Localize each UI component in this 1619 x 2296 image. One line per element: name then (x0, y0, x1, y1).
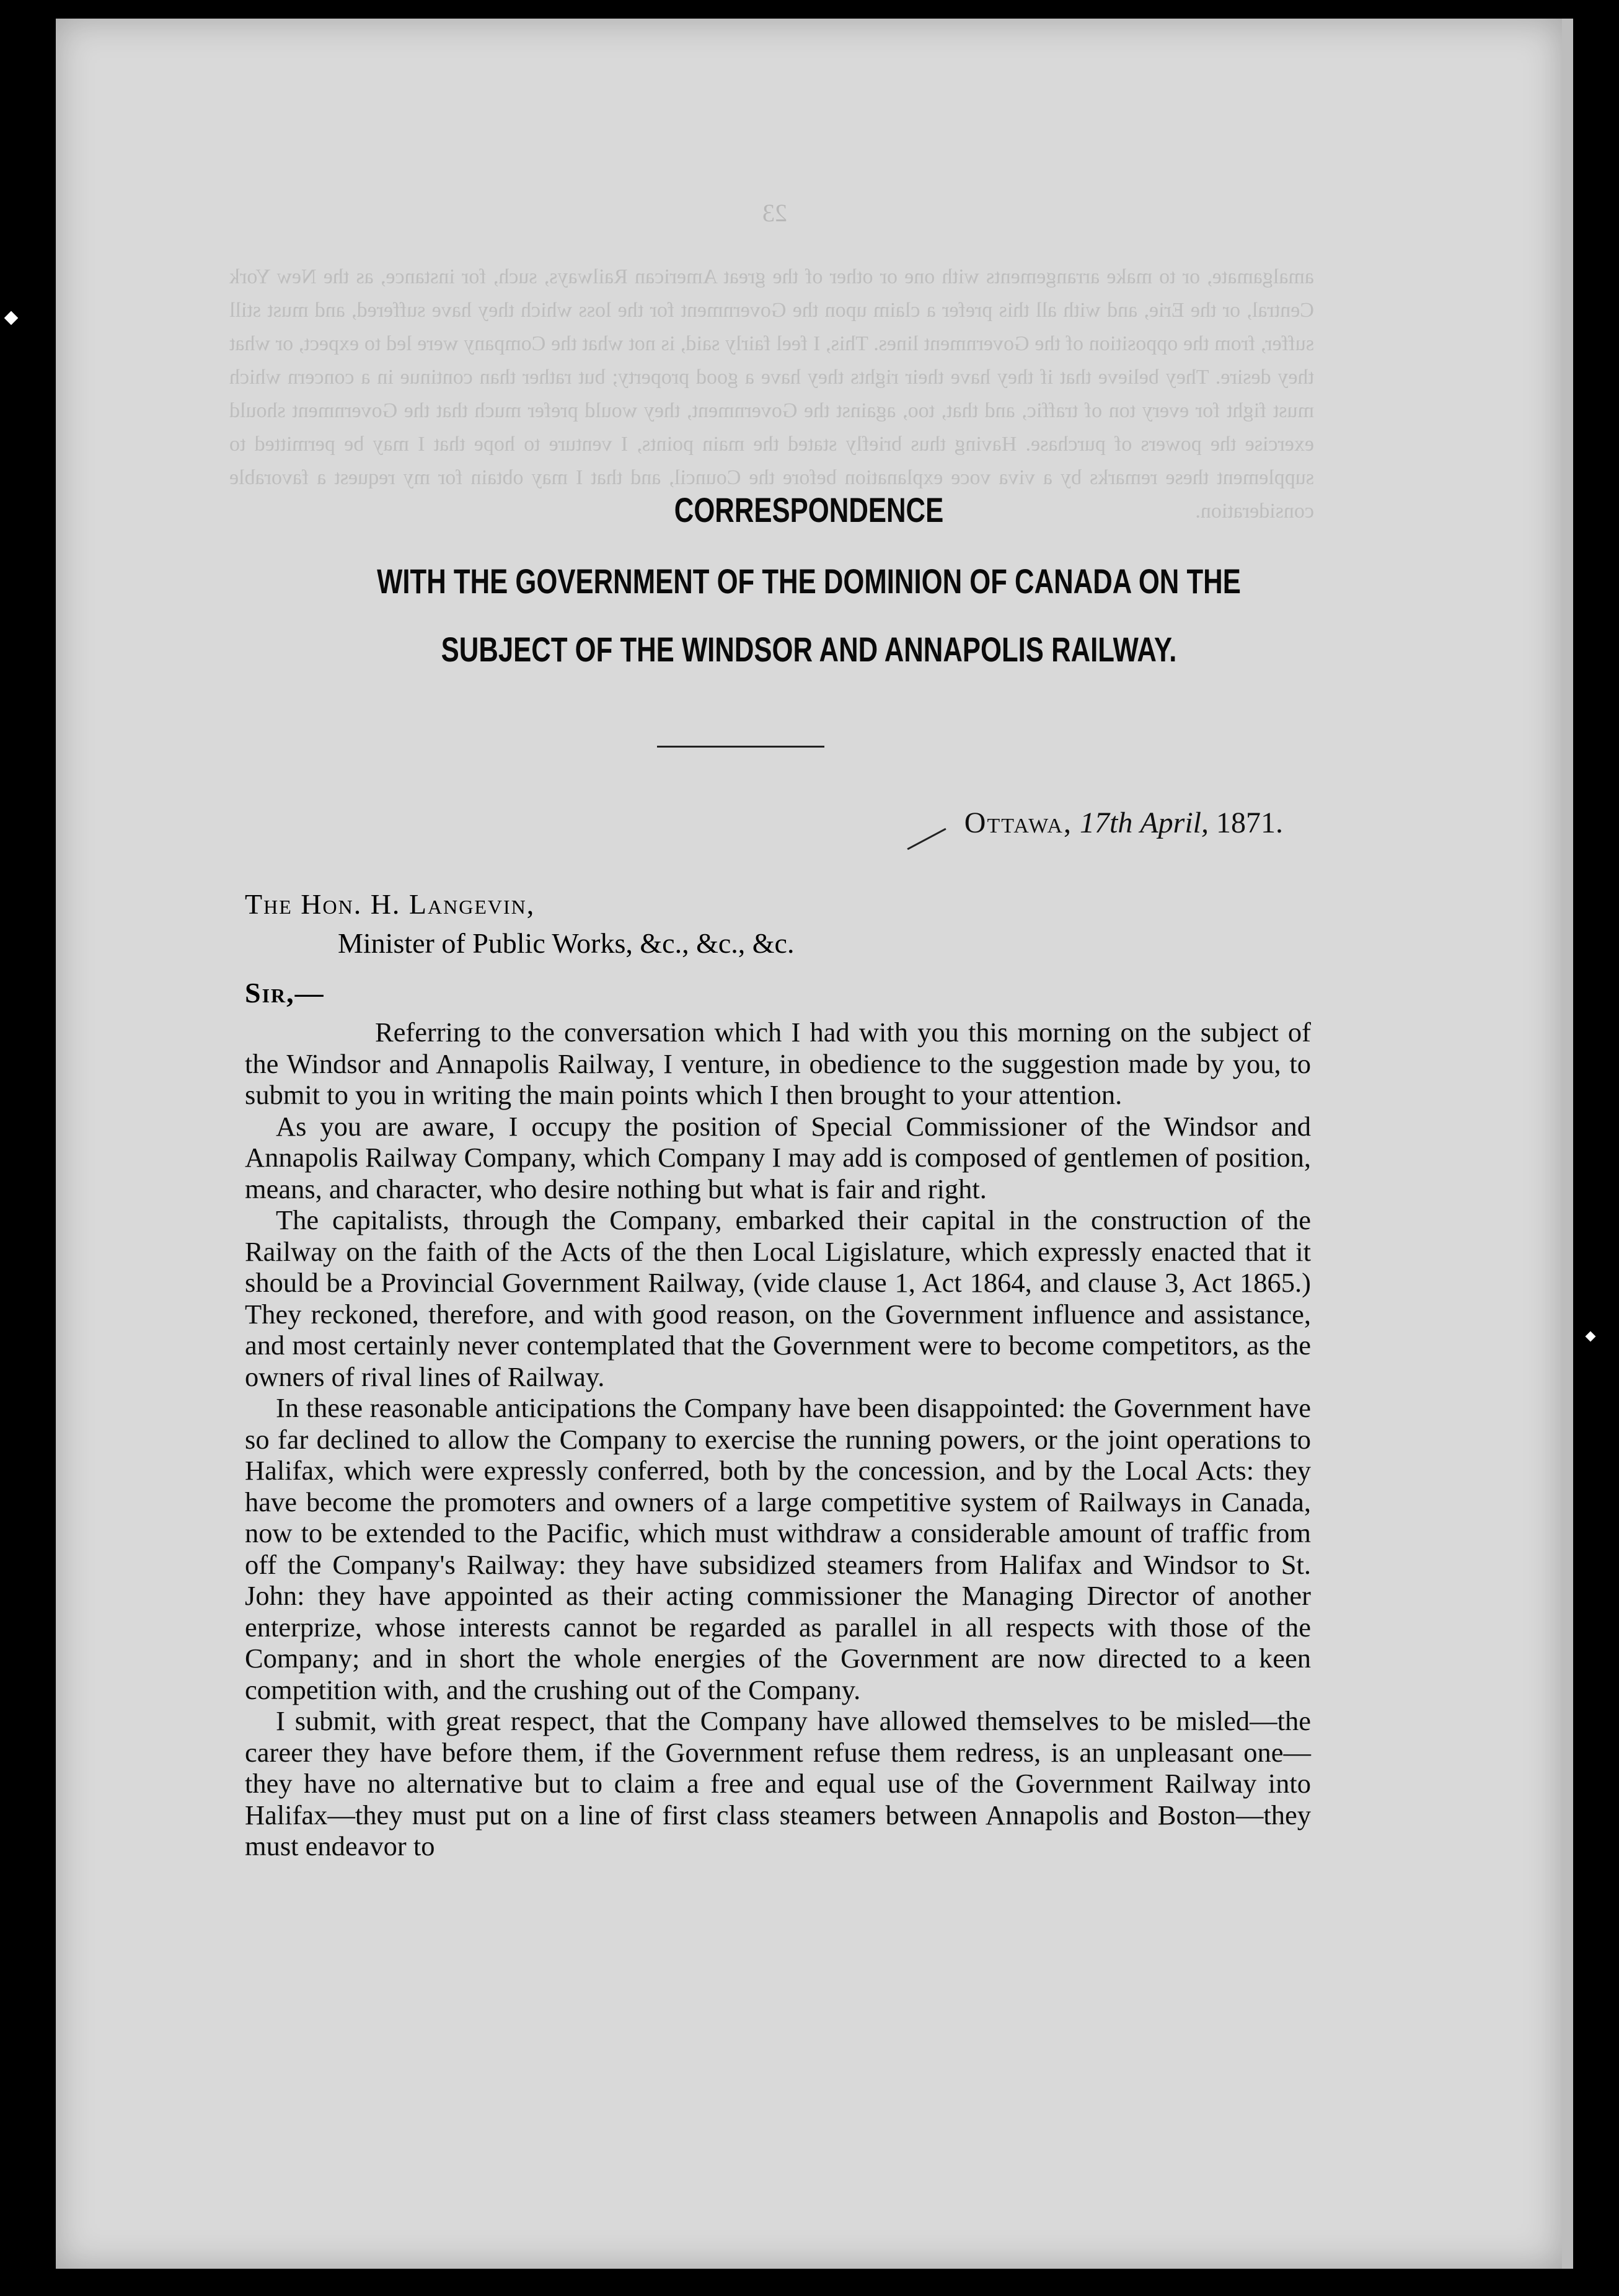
dateline-place: Ottawa, (964, 806, 1072, 839)
dateline-month: April, (1140, 806, 1209, 839)
dateline-day: 17th (1079, 806, 1133, 839)
paragraph: The capitalists, through the Company, embarked their capital in the construction of the Railway on the faith of the Acts of the then Local Ligislature, which expressly enacted that it should be a Provincial Government Railway, (vide clause 1, Act 1864, and clause 3, Act 1865.) They reckoned, therefore, and with good reason, on the Government influence and assistance, and most certainly never contemplated that the Government were to become competitors, as the owners of rival lines of Railway. (245, 1204, 1311, 1392)
paragraph: In these reasonable anticipations the Company have been disappointed: the Government have so far declined to allow the Company to exercise the running powers, or the joint operations to Halifax, which were expressly conferred, both by the concession, and by the Local Acts: they have become the promoters and owners of a large competitive system of Railways in Canada, now to be extended to the Pacific, which must withdraw a considerable amount of traffic from off the Company's Railway: they have subsidized steamers from Halifax and Windsor to St. John: they have appointed as their acting commissioner the Managing Director of another enterprize, whose interests cannot be regarded as parallel in all respects with those of the Company; and in short the whole energies of the Government are now directed to a keen competition with, and the crushing out of the Company. (245, 1392, 1311, 1705)
show-through-page-number: 23 (762, 199, 787, 227)
document-subtitle-line-2: SUBJECT OF THE WINDSOR AND ANNAPOLIS RAILWAY. (441, 630, 1177, 669)
letter-body (245, 1017, 1311, 1862)
page-edge (1562, 19, 1573, 2269)
document-subtitle-line-1: WITH THE GOVERNMENT OF THE DOMINION OF CANADA ON THE (377, 562, 1241, 601)
addressee-title: Minister of Public Works, &c., &c., &c. (338, 927, 795, 959)
heading-divider (657, 746, 824, 748)
paragraph: Referring to the conversation which I had with you this morning on the subject of the Windsor and Annapolis Railway, I venture, in obedience to the suggestion made by you, to submit to you in writing the main points which I then brought to your attention. (245, 1017, 1311, 1110)
scan-mark (1586, 1331, 1596, 1342)
paragraph: I submit, with great respect, that the Company have allowed themselves to be misled—the career they have before them, if the Government refuse them redress, is an unpleasant one—they have no alternative but to claim a free and equal use of the Government Railway into Halifax—they must put on a line of first class steamers between Annapolis and Boston—they must endeavor to (245, 1705, 1311, 1861)
addressee-name: The Hon. H. Langevin, (245, 888, 536, 920)
dateline-year: 1871. (1216, 806, 1283, 839)
paragraph: As you are aware, I occupy the position of Special Commissioner of the Windsor and Annapolis Railway Company, which Company I may add is composed of gentlemen of position, means, and character, who desire nothing but what is fair and right. (245, 1110, 1311, 1204)
salutation: Sir,— (245, 977, 325, 1009)
scan-mark (4, 311, 19, 325)
dateline (905, 806, 1283, 840)
show-through-text: amalgamate, or to make arrangements with one or other of the great American Railways, such, for instance, as the New York Central, or the Erie, and with all this prefer a claim upon the Government for the loss which they have suffered, and must still suffer, from the opposition of the Government lines. This, I feel fairly said, is not what the Company were led to expect, or what they desire. They believe that if they have their rights they have a good property; but rather than continue in a concern which must fight for every ton of traffic, and that, too, against the Government, they would prefer much that the Government should exercise the powers of purchase. Having thus briefly stated the main points, I venture to hope that I may be permitted to supplement these remarks by a viva voce explanation before the Council, and that I may obtain for my request a favorable consideration. (229, 265, 1314, 523)
document-title: CORRESPONDENCE (674, 490, 944, 529)
